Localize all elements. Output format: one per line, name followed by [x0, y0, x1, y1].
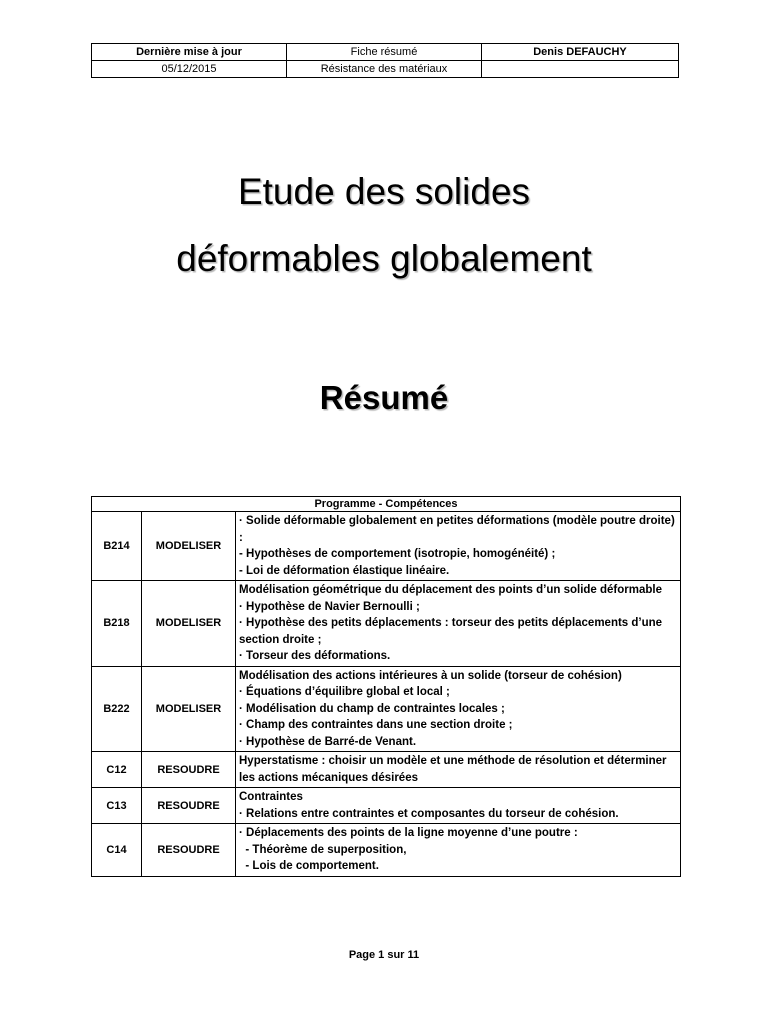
description-line: - Hypothèses de comportement (isotropie, homogénéité) ;	[239, 548, 556, 560]
description-line: · Déplacements des points de la ligne moyenne d’une poutre :	[239, 827, 578, 839]
description-line: - Théorème de superposition,	[239, 843, 407, 856]
competence-description	[236, 788, 681, 824]
description-line: · Solide déformable globalement en petites déformations (modèle poutre droite) :	[239, 515, 678, 544]
header-author: Denis DEFAUCHY	[482, 44, 679, 61]
competence-code: B214	[92, 512, 142, 581]
header-subject: Résistance des matériaux	[287, 61, 482, 78]
competence-description	[236, 512, 681, 581]
competence-verb: RESOUDRE	[142, 752, 236, 788]
description-line: · Hypothèse de Barré-de Venant.	[239, 735, 417, 748]
description-line: - Loi de déformation élastique linéaire.	[239, 564, 450, 577]
title-line-2: déformables globalement	[176, 238, 592, 279]
program-table-body	[92, 497, 681, 877]
header-date: 05/12/2015	[92, 61, 287, 78]
title-line-1: Etude des solides	[237, 171, 531, 212]
header-row-1	[92, 44, 679, 61]
header-sheet-type: Fiche résumé	[287, 44, 482, 61]
description-line: - Lois de comportement.	[239, 860, 379, 872]
competence-code: C12	[92, 752, 142, 788]
competence-code: C13	[92, 788, 142, 824]
competence-verb: RESOUDRE	[142, 788, 236, 824]
description-line: · Modélisation du champ de contraintes locales ;	[239, 702, 505, 715]
description-line: · Relations entre contraintes et composantes du torseur de cohésion.	[239, 807, 619, 820]
program-table	[91, 496, 681, 877]
description-line: · Hypothèse des petits déplacements : torseur des petits déplacements d’une section droite ;	[239, 617, 666, 646]
competence-verb: MODELISER	[142, 666, 236, 752]
competence-verb: RESOUDRE	[142, 824, 236, 877]
description-line: Modélisation géométrique du déplacement des points d’un solide déformable	[239, 584, 663, 596]
title-block	[0, 172, 768, 306]
competence-verb: MODELISER	[142, 581, 236, 667]
subtitle: Résumé	[319, 379, 449, 416]
header-empty-cell	[482, 61, 679, 78]
competence-code: B218	[92, 581, 142, 667]
description-line: Hyperstatisme : choisir un modèle et une méthode de résolution et déterminer les actions mécaniques désirées	[239, 755, 670, 784]
competence-verb: MODELISER	[142, 512, 236, 581]
page-number: Page 1 sur 11	[348, 949, 420, 961]
competence-code: C14	[92, 824, 142, 877]
description-line: Contraintes	[239, 791, 303, 803]
program-heading: Programme - Compétences	[92, 497, 681, 512]
competence-code: B222	[92, 666, 142, 752]
description-line: Modélisation des actions intérieures à un solide (torseur de cohésion)	[239, 669, 622, 682]
description-line: · Champ des contraintes dans une section droite ;	[239, 719, 513, 731]
competence-description	[236, 666, 681, 752]
competence-description	[236, 824, 681, 877]
program-row	[92, 824, 681, 877]
description-line: · Équations d’équilibre global et local ;	[239, 686, 450, 698]
program-row	[92, 581, 681, 667]
description-line: · Torseur des déformations.	[239, 650, 391, 662]
description-line: · Hypothèse de Navier Bernoulli ;	[239, 600, 420, 613]
competence-description	[236, 581, 681, 667]
program-row	[92, 512, 681, 581]
program-row	[92, 788, 681, 824]
header-row-2	[92, 61, 679, 78]
program-row	[92, 666, 681, 752]
header-last-update-label: Dernière mise à jour	[92, 44, 287, 61]
competence-description	[236, 752, 681, 788]
program-row	[92, 752, 681, 788]
program-heading-row	[92, 497, 681, 512]
header-table	[91, 43, 679, 78]
